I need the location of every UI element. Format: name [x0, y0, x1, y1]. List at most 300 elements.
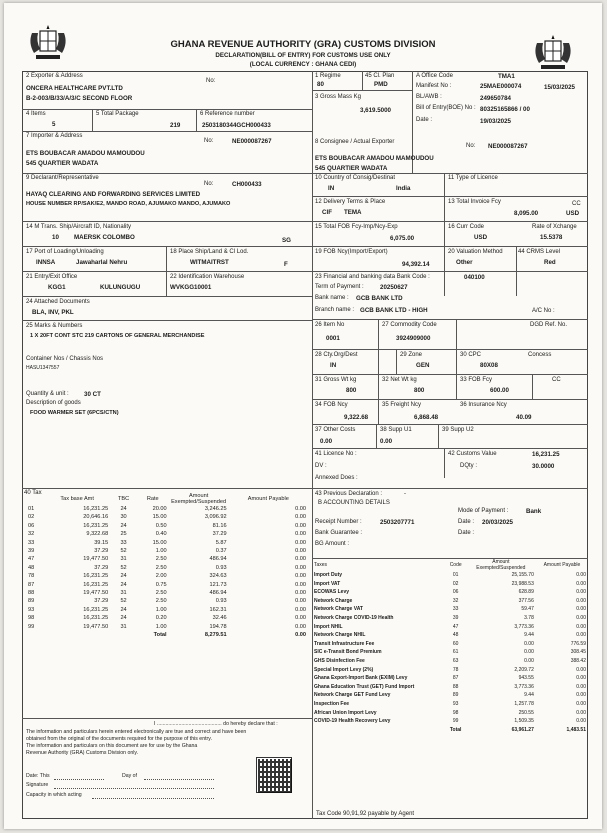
- tax-cell: 0.00: [295, 564, 306, 571]
- tax-header-cell: Rate: [146, 495, 159, 502]
- tax-cell: 0.00: [295, 556, 306, 563]
- total-package-label: 5 Total Package: [96, 111, 139, 117]
- summary-cell: 01: [452, 572, 459, 578]
- summary-cell: COVID-19 Health Recovery Levy: [314, 718, 391, 725]
- invoice-fcy-label: 13 Total Invoice Fcy: [448, 199, 501, 205]
- summary-cell: Network Charge COVID-19 Health: [314, 614, 394, 621]
- warehouse-label: 22 Identification Warehouse: [170, 274, 245, 280]
- fob-fcy-label: 15 Total FOB Fcy-Imp/Ncy-Exp: [315, 224, 398, 230]
- summary-cell: Transit Infrastructure Fee: [314, 640, 375, 647]
- gross-wt-label: 31 Gross Wt kg: [315, 377, 357, 383]
- tax-cell: 52: [120, 564, 127, 571]
- commodity-label: 27 Commodity Code: [382, 322, 437, 328]
- summary-row: [312, 717, 588, 726]
- warehouse-value: WVKGG10001: [170, 284, 212, 291]
- summary-cell: 0.00: [576, 597, 586, 604]
- reference-value: 2503180344GCH000433: [202, 122, 271, 129]
- place-ship-flag: F: [284, 261, 288, 268]
- tax-cell: 47: [28, 556, 35, 563]
- tax-row: [26, 547, 308, 555]
- summary-cell: 0.00: [524, 649, 534, 656]
- tax-summary-header: [312, 559, 588, 571]
- importer-no-label: No:: [204, 138, 214, 144]
- branch-label: Branch name :: [315, 307, 355, 313]
- tax-cell: 0.75: [155, 581, 167, 588]
- container-label: Container Nos / Chassis Nos: [26, 356, 104, 362]
- tax-cell: 2.00: [155, 573, 167, 580]
- summary-cell: 0.00: [576, 666, 586, 673]
- insurance-label: 36 Insurance Ncy: [460, 402, 507, 408]
- valuation-value: Other: [456, 259, 473, 266]
- term-payment-label: Term of Payment :: [315, 284, 364, 290]
- tax-cell: 3,096.92: [204, 514, 227, 521]
- tax-cell: 0.93: [215, 598, 227, 605]
- item-no-label: 26 Item No: [315, 322, 345, 328]
- port-label: 17 Port of Loading/Unloading: [26, 249, 104, 255]
- country-from: IN: [328, 185, 335, 192]
- summary-cell: 93: [452, 700, 459, 707]
- tax-cell: 1.00: [155, 623, 167, 630]
- payment-mode-value: Bank: [526, 508, 542, 515]
- summary-cell: 0.00: [524, 640, 534, 647]
- freight-value: 6,868.48: [414, 414, 439, 421]
- fob-ncy-item-value: 9,322.68: [344, 414, 369, 421]
- rate-value: 15.5378: [540, 234, 563, 241]
- tax-cell: 0.00: [295, 615, 306, 622]
- summary-cell: 1,509.35: [514, 718, 534, 725]
- tax-header-cell: TBC: [117, 495, 130, 502]
- attached-docs-label: 24 Attached Documents: [26, 299, 90, 305]
- tax-cell: 02: [28, 514, 35, 521]
- tax-cell: 19,477.50: [83, 556, 109, 563]
- commodity-value: 3924909000: [396, 335, 431, 342]
- tax-cell: 3,246.25: [204, 506, 227, 512]
- tax-total-payable: 0.00: [295, 632, 306, 639]
- tax-cell: 06: [28, 522, 35, 529]
- declaration-line-4: The information and particulars on this document are for use by the Ghana: [26, 743, 198, 749]
- tax-row: [26, 623, 308, 631]
- tax-cell: 15.00: [152, 514, 167, 521]
- tax-cell: 99: [28, 623, 35, 630]
- summary-cell: SIC e-Transit Bond Premium: [314, 649, 382, 656]
- exporter-label: 2 Exporter & Address: [26, 73, 83, 79]
- summary-cell: 377.56: [518, 597, 534, 604]
- freight-label: 35 Freight Ncy: [382, 402, 422, 408]
- exporter-no-label: No:: [206, 78, 216, 84]
- summary-cell: Ghana Education Trust (GET) Fund Import: [314, 683, 415, 690]
- insurance-value: 40.09: [516, 414, 532, 421]
- tax-cell: 81.16: [212, 522, 227, 529]
- importer-label: 7 Importer & Address: [26, 133, 83, 139]
- summary-cell: 98: [452, 709, 459, 716]
- summary-cell: Import VAT: [314, 580, 341, 587]
- summary-cell: 0.00: [576, 623, 586, 630]
- tax-cell: 5.87: [215, 539, 227, 546]
- attached-docs-value: BLA, INV, PKL: [32, 309, 74, 316]
- customs-value-label: 42 Customs Value: [448, 451, 497, 457]
- tax-cell: 31: [120, 556, 127, 563]
- previous-declaration-label: 43 Previous Declaration :: [315, 491, 383, 497]
- manifest-date: 15/03/2025: [544, 84, 575, 91]
- consignee-no-label: No:: [466, 143, 476, 149]
- container-value: HASU1347557: [26, 365, 60, 371]
- summary-row: [312, 657, 588, 666]
- tax-cell: 37.29: [212, 531, 227, 538]
- tax-cell: 0.00: [295, 531, 306, 538]
- tax-row: [26, 581, 308, 589]
- declaration-line-5: Revenue Authority (GRA) Customs Division only.: [26, 750, 139, 756]
- crms-value: Red: [544, 259, 556, 266]
- tax-cell: 2.50: [155, 556, 167, 563]
- tax-cell: 93: [28, 606, 35, 613]
- summary-cell: Network Charge: [314, 597, 353, 604]
- tax-cell: 486.94: [209, 556, 227, 563]
- supp-u1-label: 38 Supp U1: [380, 427, 412, 433]
- tax-row: [26, 522, 308, 530]
- regime-value: 80: [317, 81, 324, 88]
- exporter-name: ONCERA HEALTHCARE PVT.LTD: [26, 85, 123, 92]
- tax-cell: 1.00: [155, 606, 167, 613]
- importer-address: 545 QUARTIER WADATA: [26, 160, 99, 167]
- tax-row: [26, 564, 308, 572]
- transport-id: 10: [52, 234, 59, 241]
- tax-cell: 98: [28, 615, 35, 622]
- items-label: 4 Items: [26, 111, 46, 117]
- tax-cell: 48: [28, 564, 35, 571]
- tax-cell: 0.00: [295, 573, 306, 580]
- marks-label: 25 Marks & Numbers: [26, 323, 83, 329]
- tax-cell: 24: [120, 506, 127, 512]
- licence-no-label: 41 Licence No :: [315, 451, 357, 457]
- summary-cell: 89: [452, 692, 459, 699]
- summary-cell: Import NHIL: [314, 623, 343, 630]
- tax-cell: 0.00: [295, 598, 306, 605]
- summary-cell: 47: [452, 623, 459, 630]
- tax-cell: 0.00: [295, 581, 306, 588]
- tax-cell: 32: [28, 531, 35, 538]
- tax-cell: 30: [120, 514, 127, 521]
- tax-cell: 20,646.16: [83, 514, 109, 521]
- vessel-nationality: SG: [282, 237, 291, 244]
- summary-cell: 63: [452, 657, 459, 664]
- summary-row: [312, 623, 588, 632]
- summary-row: [312, 631, 588, 640]
- summary-cell: 0.00: [576, 718, 586, 725]
- summary-cell: ECOWAS Levy: [314, 589, 350, 596]
- other-costs-label: 37 Other Costs: [315, 427, 356, 433]
- tax-cell: 39: [28, 548, 35, 555]
- other-costs-value: 0.00: [320, 438, 333, 445]
- summary-cell: 02: [452, 580, 459, 587]
- tax-cell: 25: [120, 531, 127, 538]
- capacity-label: Capacity in which acting: [26, 792, 82, 798]
- summary-header-cell: Code: [449, 561, 462, 568]
- summary-cell: 99: [452, 718, 459, 725]
- fob-ncy-label: 19 FOB Ncy(Import/Export): [315, 249, 388, 255]
- consignee-no: NE000087267: [488, 143, 528, 150]
- summary-row: [312, 683, 588, 692]
- declarant-address: HOUSE NUMBER RP/SAK/E2, MANDO ROAD, AJUMAKO MANDO, AJUMAKO: [26, 201, 231, 207]
- summary-cell: 2,209.72: [514, 666, 534, 673]
- day-of-label: Day of: [122, 773, 137, 779]
- cpc-label: 30 CPC: [460, 352, 482, 358]
- tax-cell: 15.00: [152, 539, 167, 546]
- tax-cell: 1.00: [155, 548, 167, 555]
- tax-cell: 87: [28, 581, 35, 588]
- dqty-value: 30.0000: [532, 463, 555, 470]
- fob-ncy-item-label: 34 FOB Ncy: [315, 402, 348, 408]
- total-package-value: 219: [170, 122, 181, 129]
- fob-fcy-item-label: 33 FOB Fcy: [460, 377, 493, 383]
- summary-cell: 0.00: [524, 657, 534, 664]
- tax-cell: 37.29: [94, 564, 109, 571]
- quantity-value: 30 CT: [84, 391, 101, 398]
- tax-cell: 88: [28, 590, 35, 597]
- summary-cell: GHS Disinfection Fee: [314, 657, 365, 664]
- delivery-terms: CIF: [322, 209, 332, 216]
- form-title: GHANA REVENUE AUTHORITY (GRA) CUSTOMS DIVISION: [170, 39, 436, 50]
- branch-value: GCB BANK LTD - HIGH: [360, 307, 428, 314]
- summary-cell: 388.42: [570, 657, 586, 664]
- tax-row: [26, 589, 308, 597]
- summary-cell: 0.00: [576, 692, 586, 699]
- boe-label: Bill of Entry(BOE) No :: [416, 105, 476, 111]
- summary-row: [312, 588, 588, 597]
- tax-cell: 16,231.25: [83, 522, 109, 529]
- tax-header-cell: Amount Exempted/Suspended: [171, 493, 227, 505]
- tax-section-label: 40 Tax: [24, 490, 42, 496]
- summary-cell: 0.00: [576, 700, 586, 707]
- summary-cell: 3.78: [524, 614, 534, 621]
- receipt-date-value: 20/03/2025: [482, 519, 513, 526]
- tax-summary-table: [312, 559, 588, 734]
- tax-cell: 9,322.68: [86, 531, 109, 538]
- summary-cell: 3,773.36: [514, 683, 534, 690]
- office-code-value: TMA1: [498, 73, 515, 80]
- summary-cell: 25,155.70: [511, 572, 534, 578]
- tax-header-cell: Tax base Amt: [60, 495, 94, 502]
- quantity-label: Quantity & unit :: [26, 391, 69, 397]
- summary-header-cell: Taxes: [314, 561, 328, 568]
- fob-fcy-item-value: 600.00: [490, 387, 509, 394]
- summary-cell: 33: [452, 606, 459, 613]
- summary-cell: 0.00: [576, 580, 586, 587]
- declaration-line-1: I ............................................. do hereby declare that :: [154, 721, 278, 727]
- manifest-label: Manifest No :: [416, 83, 452, 89]
- summary-cell: 308.45: [570, 649, 586, 656]
- items-value: 5: [52, 121, 56, 128]
- tax-row: [26, 572, 308, 580]
- summary-cell: 61: [452, 649, 459, 656]
- tax-cell: 24: [120, 615, 127, 622]
- receipt-label: Receipt Number :: [315, 519, 362, 525]
- origin-label: 28 Cty.Org/Dest: [315, 352, 358, 358]
- customs-declaration-sheet: [4, 3, 602, 829]
- form-subtitle: DECLARATION(BILL OF ENTRY) FOR CUSTOMS USE ONLY: [215, 52, 391, 59]
- summary-cell: 943.55: [518, 675, 534, 682]
- payment-mode-label: Mode of Payment :: [458, 508, 509, 514]
- tax-cell: 24: [120, 606, 127, 613]
- concess-label: Concess: [528, 352, 552, 358]
- summary-cell: 88: [452, 683, 459, 690]
- tax-cell: 24: [120, 522, 127, 529]
- gross-mass-value: 3,619.5000: [360, 107, 391, 114]
- tax-cell: 121.73: [209, 581, 227, 588]
- previous-declaration-value: -: [404, 491, 406, 497]
- crms-label: 44 CRMS Level: [518, 249, 561, 255]
- net-wt-value: 800: [414, 387, 425, 394]
- fob-ncy-value: 94,392.14: [402, 261, 430, 268]
- summary-header-cell: Amount Payable: [543, 561, 581, 568]
- importer-name: ETS BOUBACAR AMADOU MAMOUDOU: [26, 150, 145, 157]
- tax-cell: 19,477.50: [83, 623, 109, 630]
- tax-header-cell: Amount Payable: [247, 495, 289, 502]
- tax-cell: 01: [28, 506, 35, 512]
- licence-type-label: 11 Type of Licence: [448, 175, 498, 181]
- tax-cell: 0.00: [295, 522, 306, 529]
- summary-cell: 0.00: [576, 675, 586, 682]
- summary-cell: 9.44: [524, 632, 534, 639]
- summary-row: [312, 571, 588, 580]
- declaration-line-3: obtained from the original of the documents required for the purpose of this entry.: [26, 736, 212, 742]
- consignee-name: ETS BOUBACAR AMADOU MAMOUDOU: [315, 155, 434, 162]
- summary-cell: 78: [452, 666, 459, 673]
- cl-plan-label: 45 Cl. Plan: [365, 73, 395, 79]
- tax-cell: 162.31: [209, 606, 227, 613]
- summary-cell: Network Charge VAT: [314, 606, 363, 613]
- summary-row: [312, 700, 588, 709]
- tax-cell: 32.46: [212, 615, 227, 622]
- account-no-label: A/C No :: [532, 308, 555, 314]
- tax-row: [26, 606, 308, 614]
- summary-total-row: [312, 726, 588, 735]
- summary-row: [312, 666, 588, 675]
- reference-label: 6 Reference number: [200, 111, 255, 117]
- summary-cell: 3,773.36: [514, 623, 534, 630]
- tax-cell: 19,477.50: [83, 590, 109, 597]
- tax-cell: 16,231.25: [83, 573, 109, 580]
- declarant-name: HAYAQ CLEARING AND FORWARDING SERVICES LIMITED: [26, 191, 201, 198]
- dv-label: DV :: [315, 463, 327, 469]
- summary-cell: Ghana Export-Import Bank (EXIM) Levy: [314, 675, 408, 682]
- tax-cell: 52: [120, 548, 127, 555]
- tax-cell: 37.29: [94, 598, 109, 605]
- tax-cell: 31: [120, 590, 127, 597]
- bank-code-value: 040100: [464, 274, 485, 281]
- tax-row: [26, 513, 308, 521]
- summary-row: [312, 648, 588, 657]
- tax-cell: 486.94: [209, 590, 227, 597]
- summary-cell: 59.47: [521, 606, 534, 613]
- zone-label: 29 Zone: [400, 352, 423, 358]
- summary-cell: 250.55: [518, 709, 534, 716]
- declarant-label: 9 Declarant/Representative: [26, 175, 99, 181]
- summary-cell: 776.59: [570, 640, 586, 647]
- summary-row: [312, 597, 588, 606]
- accounting-details-label: B ACCOUNTING DETAILS: [318, 500, 390, 506]
- summary-row: [312, 580, 588, 589]
- summary-cell: Network Charge GET Fund Levy: [314, 692, 391, 699]
- tax-cell: 0.93: [215, 564, 227, 571]
- marks-value: 1 X 20FT CONT STC 219 CARTONS OF GENERAL MERCHANDISE: [30, 333, 205, 339]
- supp-u2-label: 39 Supp U2: [442, 427, 474, 433]
- receipt-date-label: Date :: [458, 519, 475, 525]
- gross-wt-value: 800: [346, 387, 357, 394]
- summary-cell: African Union Import Levy: [314, 709, 377, 716]
- bl-label: BL/AWB :: [416, 94, 442, 100]
- summary-cell: 60: [452, 640, 459, 647]
- summary-cell: 0.00: [576, 683, 586, 690]
- entry-office-label: 21 Entry/Exit Office: [26, 274, 78, 280]
- declarant-no: CH000433: [232, 181, 262, 188]
- declarant-no-label: No:: [204, 181, 214, 187]
- description-value: FOOD WARMER SET (6PCS/CTN): [30, 410, 119, 416]
- tax-cell: 31: [120, 623, 127, 630]
- summary-cell: 0.00: [576, 709, 586, 716]
- delivery-place: TEMA: [344, 209, 362, 216]
- entry-office-code: KGG1: [48, 284, 66, 291]
- summary-cell: 0.00: [576, 572, 586, 578]
- manifest-value: 25MAE000074: [480, 83, 522, 90]
- signature-label: Signature: [26, 782, 49, 788]
- invoice-cc-label: CC: [572, 201, 581, 207]
- summary-cell: 48: [452, 632, 459, 639]
- origin-value: IN: [330, 362, 337, 369]
- summary-cell: 0.00: [576, 632, 586, 639]
- consignee-address: 545 QUARTIER WADATA: [315, 165, 388, 172]
- bg-amount-label: BG Amount :: [315, 541, 350, 547]
- transport-label: 14 M Trans. Ship/Aircraft ID, Nationality: [26, 224, 132, 230]
- cpc-value: 80X08: [480, 362, 498, 369]
- summary-row: [312, 674, 588, 683]
- curr-code-value: USD: [474, 234, 488, 241]
- cl-plan-value: PMD: [374, 81, 388, 88]
- summary-cell: 628.89: [518, 589, 534, 596]
- tax-header-cell: [26, 493, 44, 505]
- term-payment-value: 20250627: [380, 284, 408, 291]
- tax-cell: 16,231.25: [83, 615, 109, 622]
- tax-row: [26, 555, 308, 563]
- guarantee-date-label: Date :: [458, 530, 475, 536]
- bank-name-label: Bank name :: [315, 295, 349, 301]
- gross-mass-label: 3 Gross Mass Kg: [315, 94, 362, 100]
- tax-cell: 39.15: [94, 539, 109, 546]
- port-code: INNSA: [36, 259, 56, 266]
- summary-cell: Special Import Levy (2%): [314, 666, 374, 673]
- tax-cell: 324.63: [209, 573, 227, 580]
- invoice-currency: USD: [566, 210, 580, 217]
- tax-cell: 16,231.25: [83, 506, 109, 512]
- supp-u1-value: 0.00: [380, 438, 393, 445]
- tax-cell: 2.50: [155, 598, 167, 605]
- tax-cell: 0.50: [155, 522, 167, 529]
- tax-cell: 194.78: [209, 623, 227, 630]
- summary-row: [312, 691, 588, 700]
- summary-cell: 1,257.78: [514, 700, 534, 707]
- currency-note: (LOCAL CURRENCY : GHANA CEDI): [249, 61, 357, 68]
- rate-label: Rate of Xchange: [532, 224, 577, 230]
- tax-cell: 2.50: [155, 590, 167, 597]
- summary-cell: Inspection Fee: [314, 700, 350, 707]
- bl-value: 249650784: [480, 95, 511, 102]
- bank-code-label: 23 Financial and banking data Bank Code :: [315, 274, 430, 280]
- summary-cell: 0.00: [576, 606, 586, 613]
- tax-cell: 2.50: [155, 564, 167, 571]
- port-name: Jawaharlal Nehru: [76, 259, 128, 266]
- vessel-name: MAERSK COLOMBO: [74, 234, 135, 241]
- summary-cell: 0.00: [576, 614, 586, 621]
- fob-fcy-value: 6,075.00: [390, 235, 415, 242]
